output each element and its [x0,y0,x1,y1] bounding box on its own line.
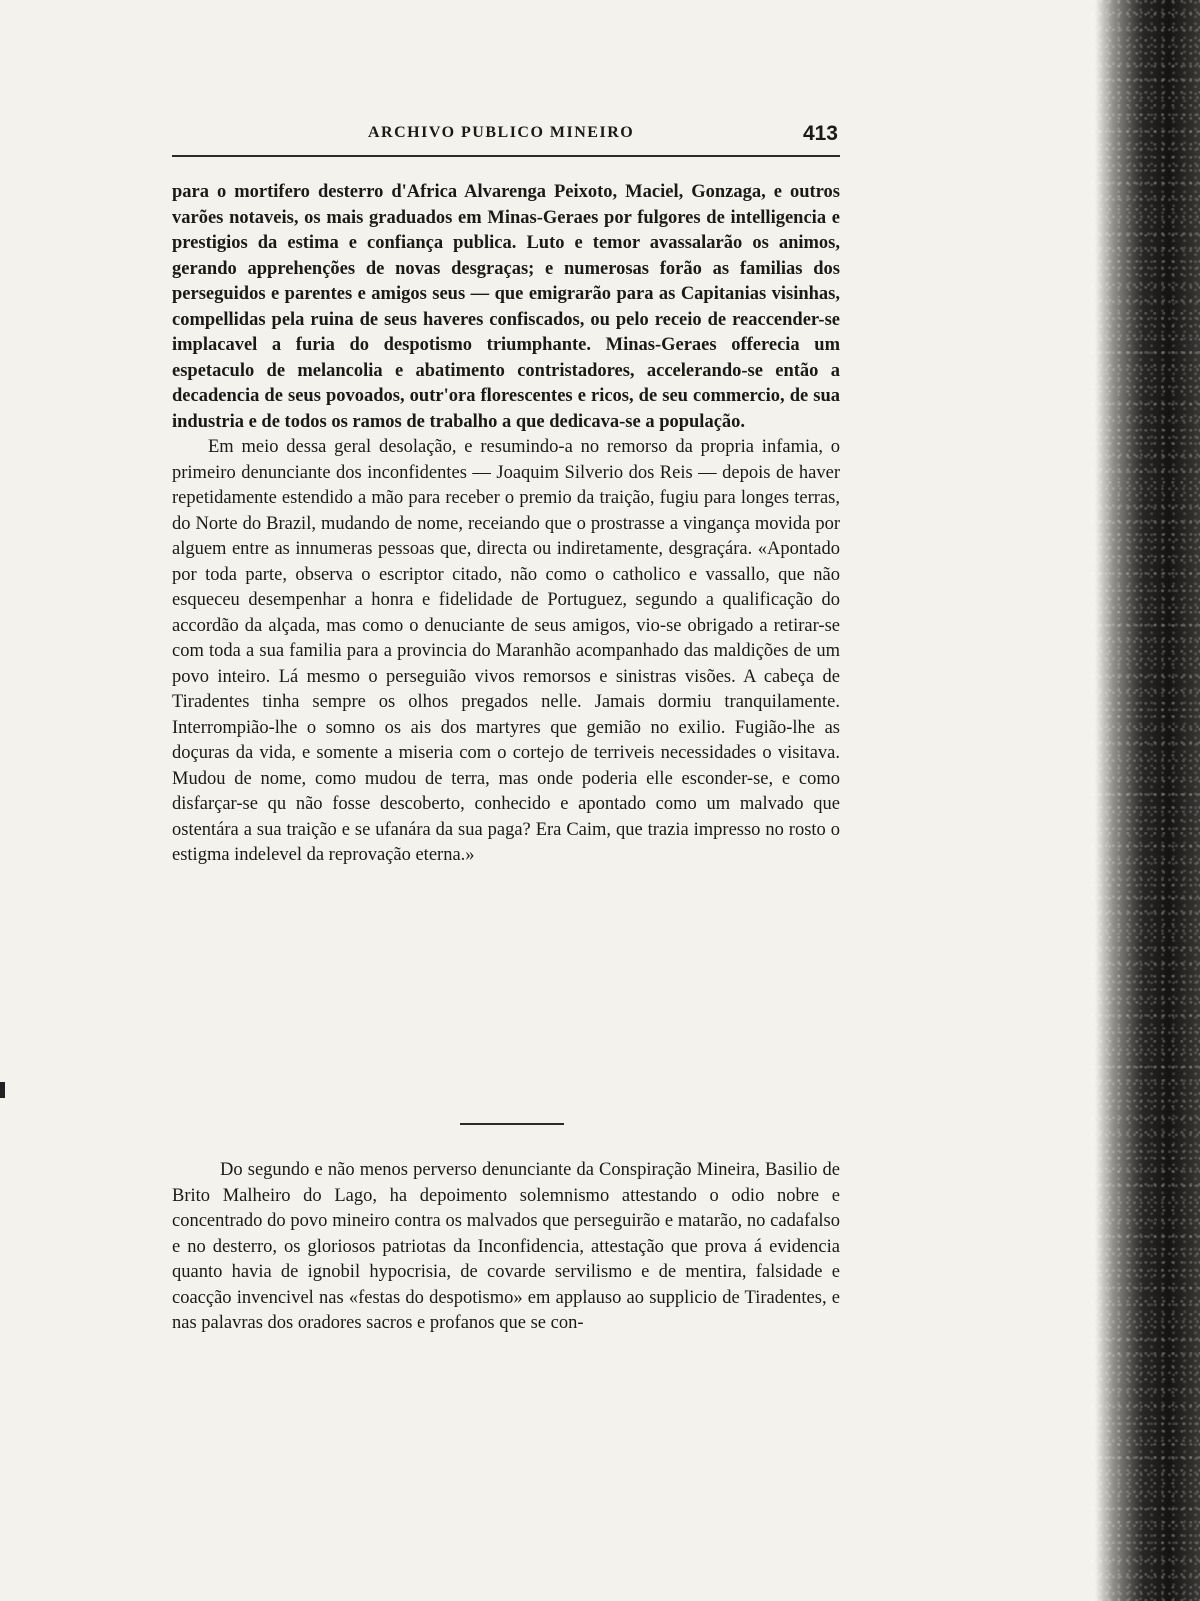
paragraph-3: Do segundo e não menos perverso denunciante da Conspiração Mineira, Basilio de Brito Malheiro do Lago, ha depoimento solemnismo attestando o odio nobre e concentrado do povo mineiro contra os malvados que perseguirão e matarão, no cadafalso e no desterro, os gloriosos patriotas da Inconfidencia, attestação que prova á evidencia quanto havia de ignobil hypocrisia, de covarde servilismo e de mentira, falsidade e coacção invencivel nas «festas do despotismo» em applauso ao supplicio de Tiradentes, e nas palavras dos oradores sacros e profanos que se con- [172,1160,840,1333]
section-divider [460,1123,564,1125]
main-text [172,180,840,869]
header-rule [172,155,840,157]
page-number: 413 [802,122,838,145]
page-edge-mark [0,1082,5,1098]
paragraph-1: para o mortifero desterro d'Africa Alvarenga Peixoto, Maciel, Gonzaga, e outros varões notaveis, os mais graduados em Minas-Geraes por fulgores de intelligencia e prestigios da estima e confiança publica. Luto e temor avassalarão os animos, gerando apprehenções de novas desgraças; e numerosas forão as familias dos perseguidos e parentes e amigos seus — que emigrarão para as Capitanias visinhas, compellidas pela ruina de seus haveres confiscados, ou pelo receio de reaccender-se implacavel a furia do despotismo triumphante. Minas-Geraes offerecia um espetaculo de melancolia e abatimento contristadores, accelerando-se então a decadencia de seus povoados, outr'ora florescentes e ricos, de seu commercio, de sua industria e de todos os ramos de trabalho a que dedicava-se a população. [172,182,840,432]
paragraph-2: Em meio dessa geral desolação, e resumindo-a no remorso da propria infamia, o primeiro denunciante dos inconfidentes — Joaquim Silverio dos Reis — depois de haver repetidamente estendido a mão para receber o premio da traição, fugiu para longes terras, do Norte do Brazil, mudando de nome, receiando que o prostrasse a vingança movida por alguem entre as innumeras pessoas que, directa ou indiretamente, desgraçára. «Apontado por toda parte, observa o escriptor citado, não como o catholico e vassallo, que não esqueceu desempenhar a honra e fidelidade de Portuguez, segundo a qualificação do accordão da alçada, mas como o denuciante de seus amigos, vio-se obrigado a retirar-se com toda a sua familia para a provincia do Maranhão acompanhado das maldições de um povo inteiro. Lá mesmo o perseguião vivos remorsos e sinistras visões. A cabeça de Tiradentes tinha sempre os olhos pregados nelle. Jamais dormiu tranquilamente. Interrompião-lhe o somno os ais dos martyres que gemião no exilio. Fugião-lhe as doçuras da vida, e somente a miseria com o cortejo de terriveis necessidades o visitava. Mudou de nome, como mudou de terra, mas onde poderia elle esconder-se, e como disfarçar-se qu não fosse descoberto, conhecido e apontado como um malvado que ostentára a sua traição e se ufanára da sua paga? Era Caim, que trazia impresso no rosto o estigma indelevel da reprovação eterna.» [172,437,840,865]
running-header [172,124,840,154]
binding-texture [1090,0,1200,1601]
second-section-text [172,1158,840,1337]
running-title: ARCHIVO PUBLICO MINEIRO [368,124,635,141]
